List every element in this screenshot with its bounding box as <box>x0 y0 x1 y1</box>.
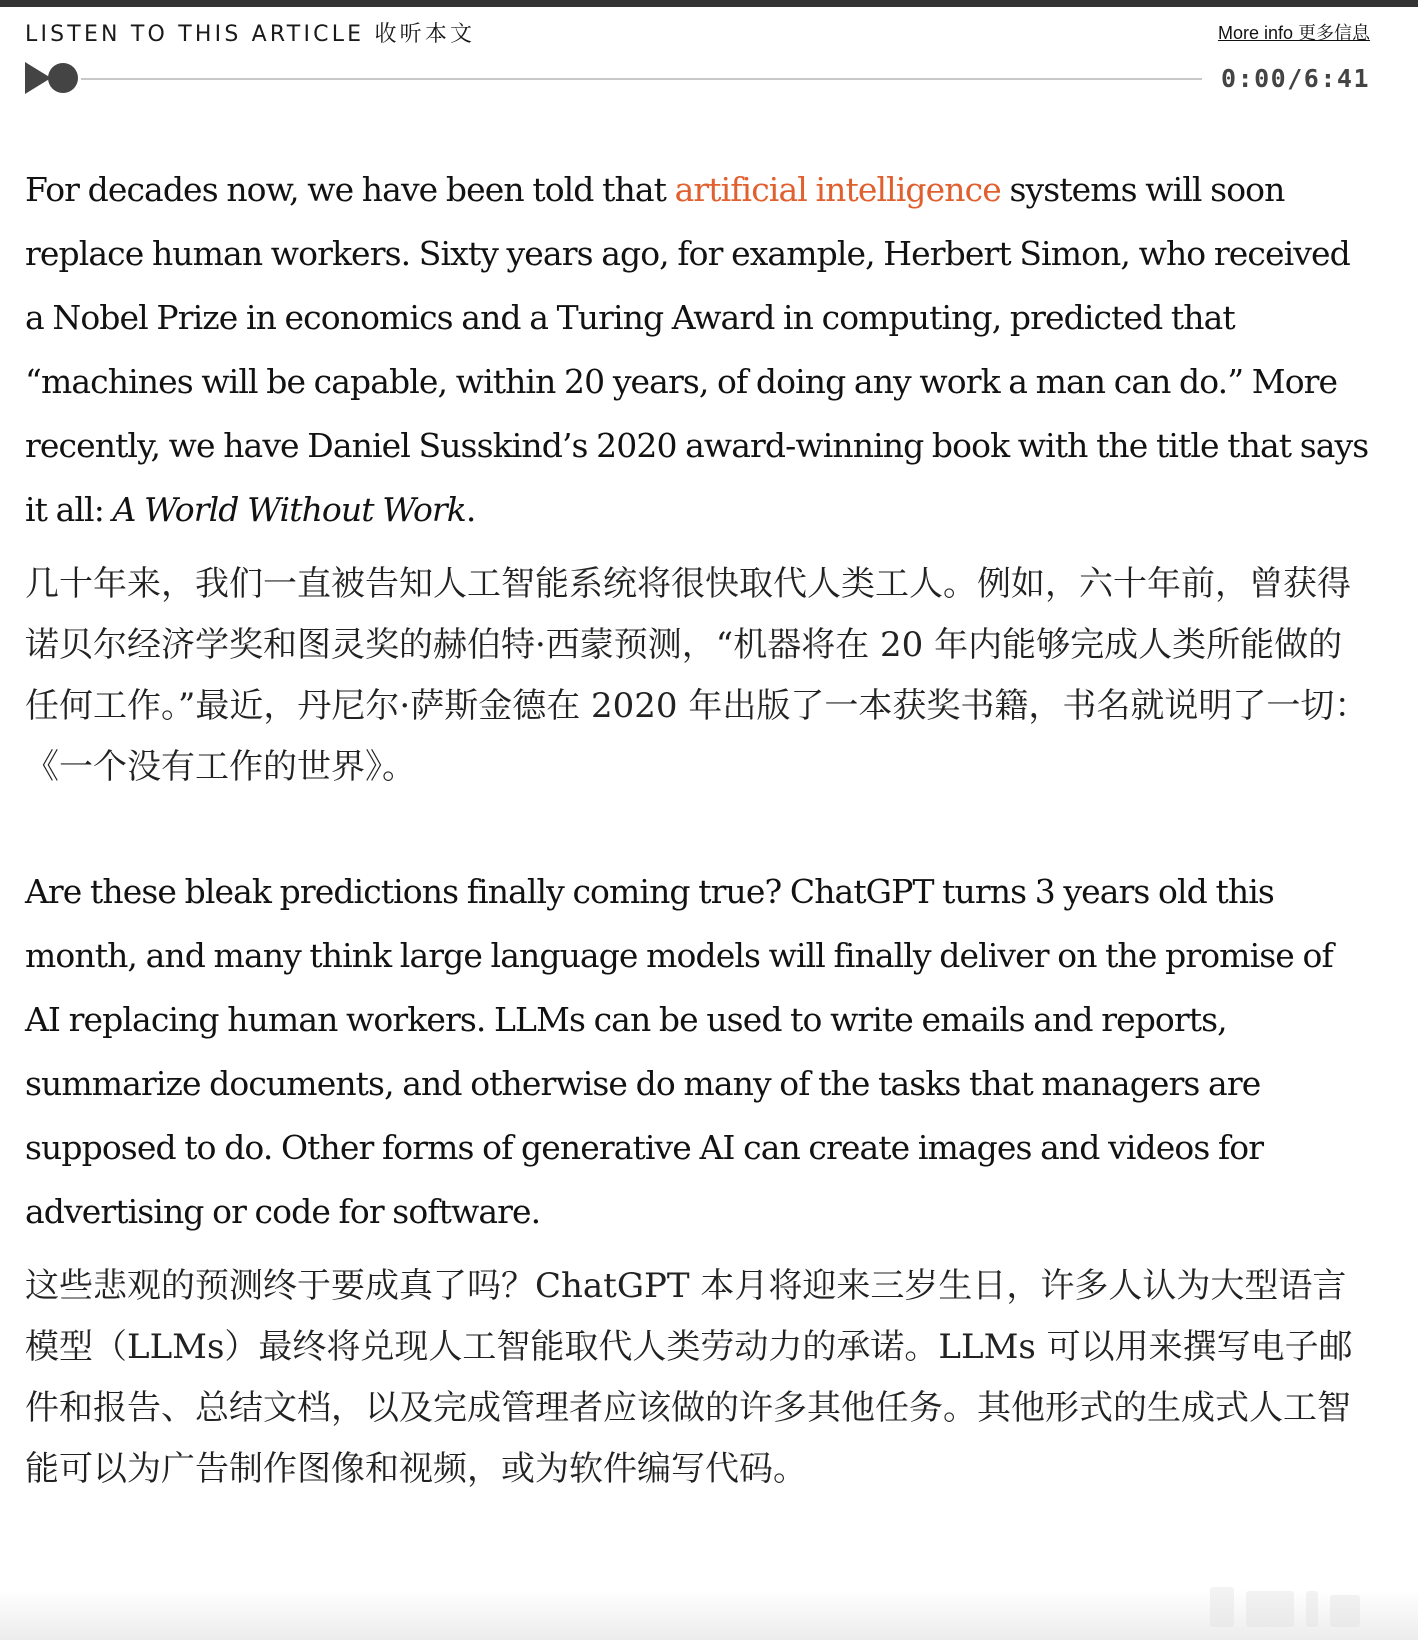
text: . <box>465 490 476 529</box>
play-button[interactable] <box>25 60 81 96</box>
progress-track[interactable] <box>81 78 1202 80</box>
play-icon <box>25 60 81 96</box>
artificial-intelligence-link[interactable]: artificial intelligence <box>674 170 1001 209</box>
article-body <box>25 158 1370 1500</box>
scrubber-handle-icon <box>48 63 78 93</box>
bottom-fade <box>0 1590 1418 1640</box>
book-title: A World Without Work <box>112 490 466 529</box>
time-display: 0:00/6:41 <box>1221 64 1370 93</box>
watermark-icon <box>1210 1583 1410 1627</box>
text: systems will soon replace human workers. Sixty years ago, for example, Herbert Simon, who received a Nobel Prize in economics and a Turing Award in computing, predicted that “machines will be capable, within 20 years, of doing any work a man can do.” More recently, we have Daniel Susskind’s 2020 award-winning book with the title that says it all: <box>25 170 1369 529</box>
more-info-link[interactable]: More info 更多信息 <box>1217 23 1370 43</box>
top-bar <box>0 0 1418 7</box>
paragraph-1-chinese: 几十年来，我们一直被告知人工智能系统将很快取代人类工人。例如，六十年前，曾获得诺贝尔经济学奖和图灵奖的赫伯特·西蒙预测，“机器将在 20 年内能够完成人类所能做的任何工作。”最近，丹尼尔·萨斯金德在 2020 年出版了一本获奖书籍，书名就说明了一切：《一个没有工作的世界》。 <box>25 564 1369 787</box>
text: For decades now, we have been told that <box>25 170 675 209</box>
paragraph-2-chinese: 这些悲观的预测终于要成真了吗？ChatGPT 本月将迎来三岁生日，许多人认为大型语言模型（LLMs）最终将兑现人工智能取代人类劳动力的承诺。LLMs 可以用来撰写电子邮件和报告、总结文档，以及完成管理者应该做的许多其他任务。其他形式的生成式人工智能可以为广告制作图像和视频，或为软件编写代码。 <box>25 1266 1353 1489</box>
paragraph-2-english: Are these bleak predictions finally coming true? ChatGPT turns 3 years old this month, and many think large language models will finally deliver on the promise of AI replacing human workers. LLMs can be used to write emails and reports, summarize documents, and otherwise do many of the tasks that managers are supposed to do. Other forms of generative AI can create images and videos for advertising or code for software. <box>25 872 1333 1231</box>
audio-player <box>25 7 1370 107</box>
listen-label: LISTEN TO THIS ARTICLE 收听本文 <box>25 22 476 47</box>
paragraph-1-english <box>25 158 1370 542</box>
